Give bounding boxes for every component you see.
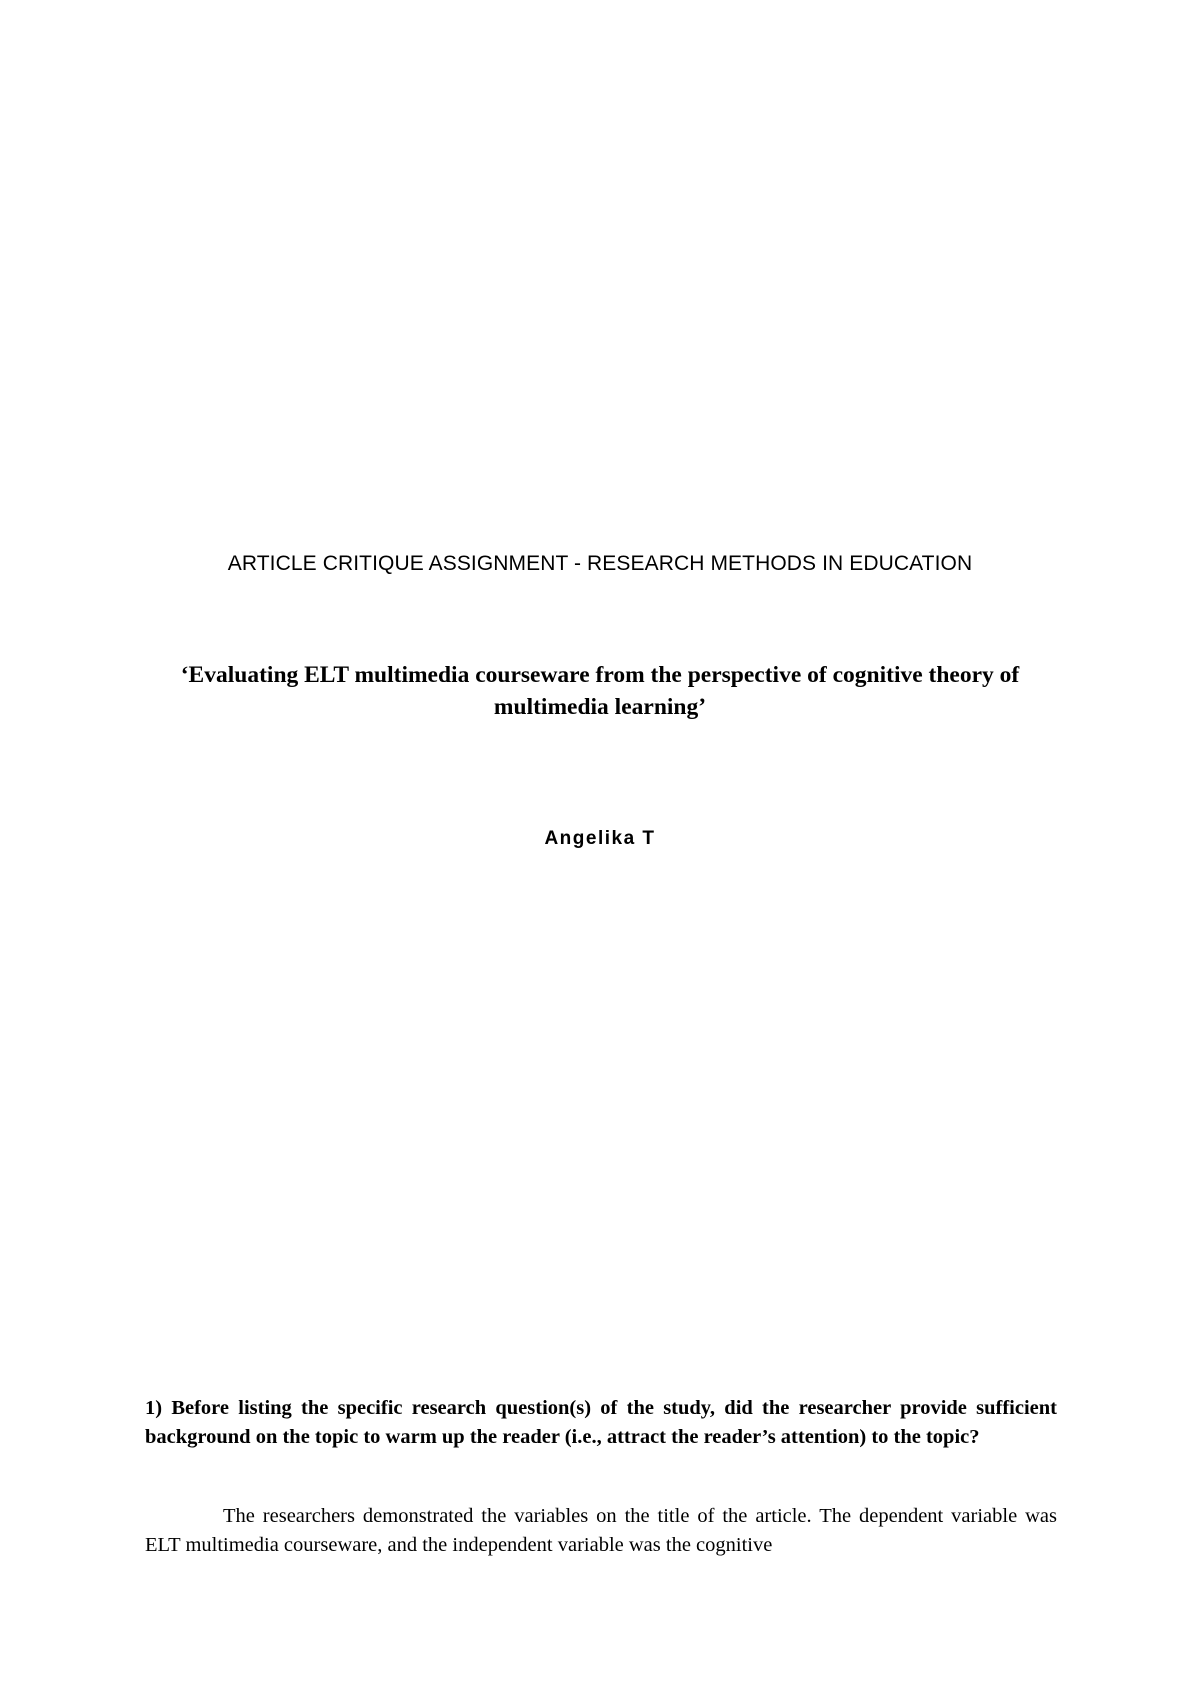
- course-title: ARTICLE CRITIQUE ASSIGNMENT - RESEARCH METHODS IN EDUCATION: [227, 552, 973, 575]
- author-name: Angelika T: [544, 828, 656, 849]
- question-1: 1) Before listing the specific research question(s) of the study, did the researcher provide sufficient background on the topic to warm up the reader (i.e., attract the reader’s attention) to the topic?: [145, 1397, 1057, 1448]
- article-title: ‘Evaluating ELT multimedia courseware from the perspective of cognitive theory of multimedia learning’: [180, 662, 1020, 720]
- answer-1-paragraph: The researchers demonstrated the variables on the title of the article. The dependent variable was ELT multimedia courseware, and the independent variable was the cognitive: [145, 1505, 1057, 1556]
